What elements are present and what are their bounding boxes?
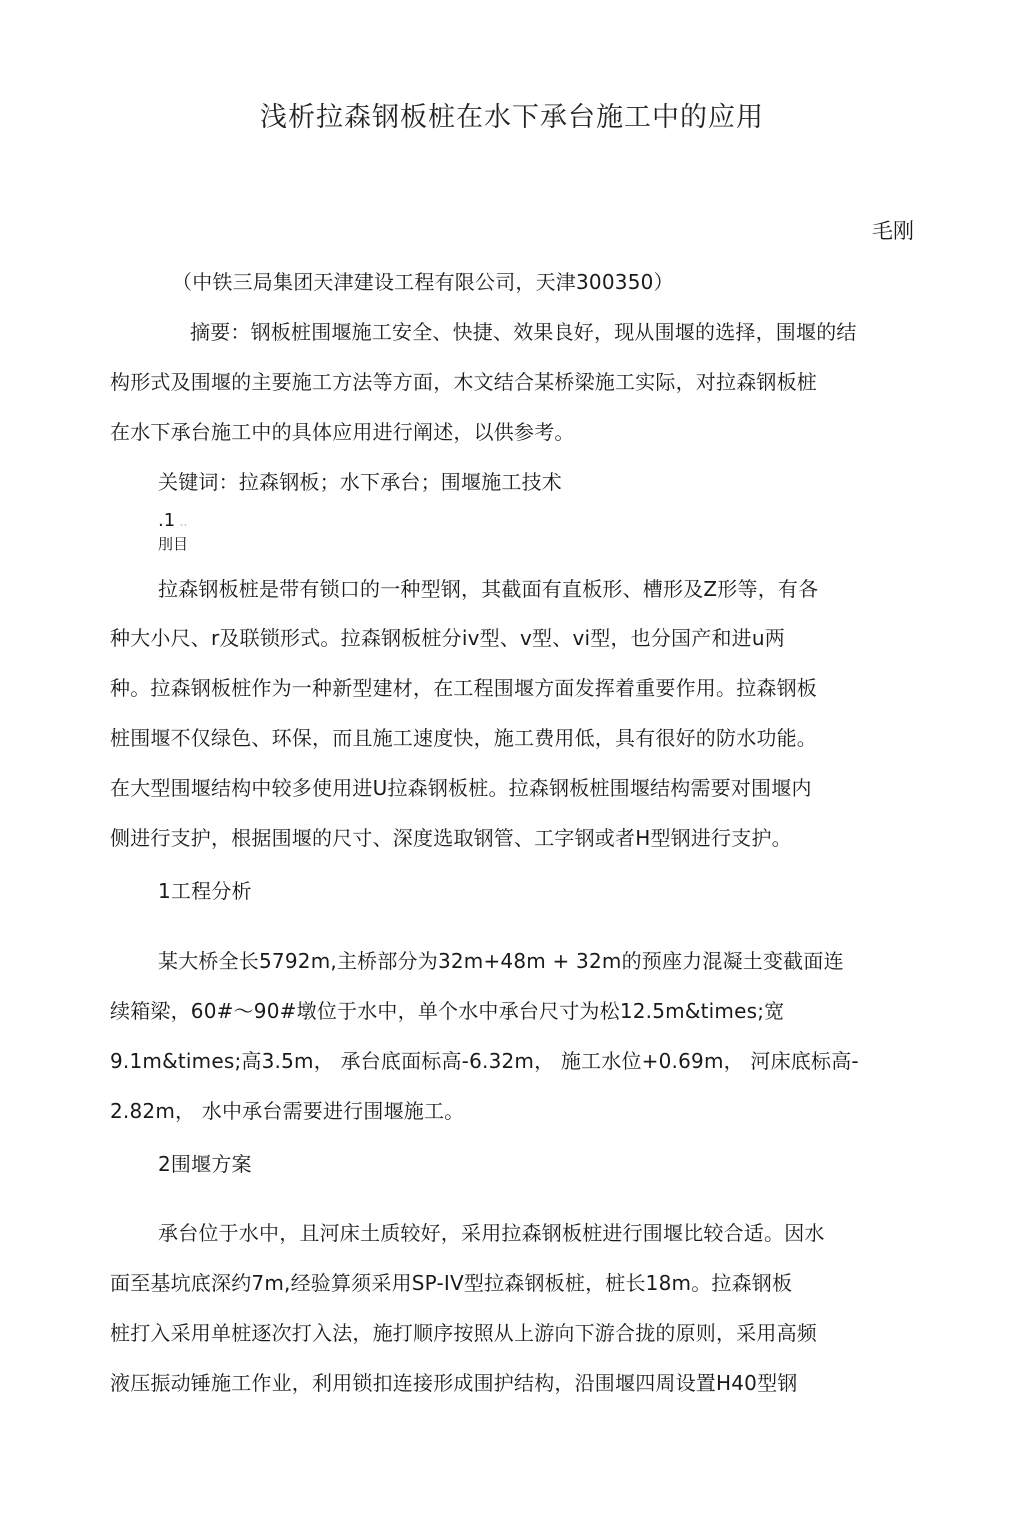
intro-line: 种。拉森钢板桩作为一种新型建材，在工程围堰方面发挥着重要作用。拉森钢板 <box>110 676 817 700</box>
abstract-line: 摘要：钢板桩围堰施工安全、快捷、效果良好，现从围堰的选择，围堰的结 <box>190 320 857 344</box>
intro-line: 种大小尺、r及联锁形式。拉森钢板桩分iv型、v型、vi型，也分国产和进u两 <box>110 626 785 650</box>
abstract-line: 在水下承台施工中的具体应用进行阐述，以供参考。 <box>110 420 575 444</box>
section-2-line: 液压振动锤施工作业，利用锁扣连接形成围护结构，沿围堰四周设置H40型钢 <box>110 1371 798 1395</box>
section-mark: 、、 <box>180 518 192 527</box>
section-1-heading: 1工程分析 <box>158 879 252 903</box>
keywords: 关键词：拉森钢板；水下承台；围堰施工技术 <box>158 470 562 494</box>
section-1-line: 某大桥全长5792m,主桥部分为32m+48m + 32m的预座力混凝土变截面连 <box>158 949 844 973</box>
author-name: 毛刚 <box>872 219 914 243</box>
section-number: .1 <box>158 510 176 531</box>
abstract-line: 构形式及围堰的主要施工方法等方面，木文结合某桥梁施工实际，对拉森钢板桩 <box>110 370 817 394</box>
section-2-line: 桩打入采用单桩逐次打入法，施打顺序按照从上游向下游合拢的原则，采用高频 <box>110 1321 817 1345</box>
section-2-heading: 2围堰方案 <box>158 1152 252 1176</box>
intro-line: 桩围堰不仅绿色、环保，而且施工速度快，施工费用低，具有很好的防水功能。 <box>110 726 817 750</box>
section-1-line: 2.82m， 水中承台需要进行围堰施工。 <box>110 1099 465 1123</box>
section-2-line: 面至基坑底深约7m,经验算须采用SP-IV型拉森钢板桩，桩长18m。拉森钢板 <box>110 1271 793 1295</box>
intro-line: 在大型围堰结构中较多使用进U拉森钢板桩。拉森钢板桩围堰结构需要对围堰内 <box>110 776 812 800</box>
affiliation: （中铁三局集团天津建设工程有限公司，天津300350） <box>172 270 674 294</box>
section-2-line: 承台位于水中，且河床土质较好，采用拉森钢板桩进行围堰比较合适。因水 <box>158 1221 825 1245</box>
intro-line: 侧进行支护，根据围堰的尺寸、深度选取钢管、工字钢或者H型钢进行支护。 <box>110 826 792 850</box>
section-1-line: 续箱梁，60#～90#墩位于水中，单个水中承台尺寸为松12.5m&times;宽 <box>110 999 785 1023</box>
intro-heading: 刖目 <box>158 535 189 553</box>
intro-line: 拉森钢板桩是带有锁口的一种型钢，其截面有直板形、槽形及Z形等，有各 <box>158 577 819 601</box>
document-title: 浅析拉森钢板桩在水下承台施工中的应用 <box>260 102 764 133</box>
section-1-line: 9.1m&times;高3.5m， 承台底面标高-6.32m， 施工水位+0.69m， 河床底标高- <box>110 1049 859 1073</box>
